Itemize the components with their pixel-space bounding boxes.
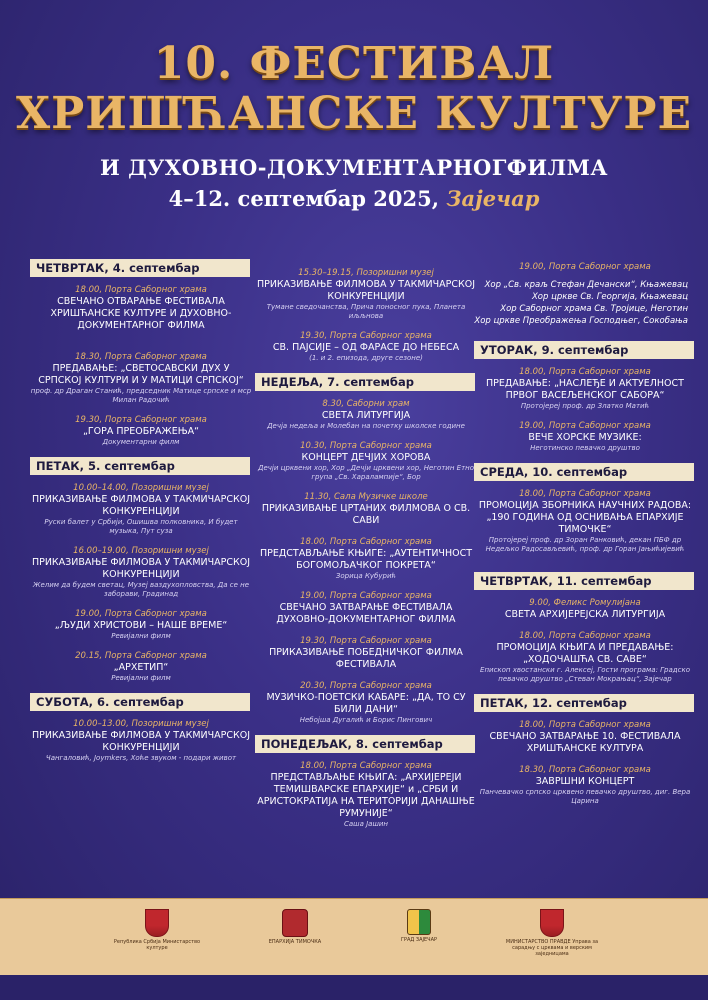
event xyxy=(255,636,477,671)
event-time: 16.00–19.00, Позоришни музеј xyxy=(73,546,209,556)
logo-caption: ГРАД ЗАЈЕЧАР xyxy=(400,937,438,943)
day-header: ПОНЕДЕЉАК, 8. септембар xyxy=(255,735,475,753)
event-title: ПРЕДАВАЊЕ: „СВЕТОСАВСКИ ДУХ У СРПСКОЈ КУЛТУРИ И У МАТИЦИ СРПСКОЈ“ xyxy=(38,363,244,386)
festival-dates xyxy=(0,186,708,211)
event xyxy=(255,268,477,321)
city-name: Зајечар xyxy=(446,186,540,211)
event-note: Чангаловић, Joymkers, Хоће звуком - подари живот xyxy=(45,754,237,762)
event-title: СВЕЧАНО ЗАТВАРАЊЕ 10. ФЕСТИВАЛА ХРИШЋАНСКЕ КУЛТУРА xyxy=(489,731,681,754)
event-title: ПРИКАЗИВАЊЕ ФИЛМОВА У ТАКМИЧАРСКОЈ КОНКУРЕНЦИЈИ xyxy=(31,494,251,517)
event-title: СВ. ПАЈСИЈЕ – ОД ФАРАСЕ ДО НЕБЕСА xyxy=(272,342,460,353)
event-time: 19.30, Порта Саборног храма xyxy=(300,636,432,646)
event-title: СВЕТА ЛИТУРГИЈА xyxy=(321,410,411,421)
event-title: ПРИКАЗИВАЊЕ ПОБЕДНИЧКОГ ФИЛМА ФЕСТИВАЛА xyxy=(269,647,463,670)
event-time: 19.30, Порта Саборног храма xyxy=(300,331,432,341)
event xyxy=(30,483,252,536)
event-title: ПРИКАЗИВАЊЕ ФИЛМОВА У ТАКМИЧАРСКОЈ КОНКУРЕНЦИЈИ xyxy=(256,279,476,302)
event-time: 20.30, Порта Саборног храма xyxy=(300,681,432,691)
event-title: ПРИКАЗИВАЊЕ ФИЛМОВА У ТАКМИЧАРСКОЈ КОНКУРЕНЦИЈИ xyxy=(31,730,251,753)
event-note: Епископ хвостански г. Алексеј, Гости програма: Градско певачко друштво „Стеван Мокрањац“, Зајечар xyxy=(480,666,690,683)
day-header: ПЕТАК, 12. септембар xyxy=(474,694,694,712)
city-coat-of-arms-icon xyxy=(407,909,431,935)
event-time: 10.30, Порта Саборног храма xyxy=(300,441,432,451)
day-header: ПЕТАК, 5. септембар xyxy=(30,457,250,475)
event-note: Ревијални филм xyxy=(111,632,171,640)
choir-item: Хор „Св. краљ Стефан Дечански“, Књажевац xyxy=(484,280,688,290)
event xyxy=(255,537,477,581)
event xyxy=(255,681,477,725)
event xyxy=(474,765,696,806)
logo-caption: Република Србија Министарство културе xyxy=(113,939,201,951)
event-note: Неготинско певачко друштво xyxy=(530,444,640,452)
event-note: Тумане сведочанства, Прича поносног пука, Планета иљљнова xyxy=(266,303,466,320)
logo-city xyxy=(374,909,464,943)
event-title: ПРОМОЦИЈА КЊИГА И ПРЕДАВАЊЕ: „ХОДОЧАШЋА СВ. САВЕ“ xyxy=(496,642,674,665)
event-title: КОНЦЕРТ ДЕЧЈИХ ХОРОВА xyxy=(301,452,431,463)
choir-item: Хор Саборног храма Св. Тројице, Неготин xyxy=(500,304,688,314)
event xyxy=(474,598,696,621)
event-time: 19.00, Порта Саборног храма xyxy=(519,262,651,272)
day-header: УТОРАК, 9. септембар xyxy=(474,341,694,359)
event-title: ЗАВРШНИ КОНЦЕРТ xyxy=(535,776,635,787)
event-note: проф. др Драган Станић, председник Матице српске и мср Милан Радочић xyxy=(30,387,252,404)
event-title: СВЕЧАНО ЗАТВАРАЊЕ ФЕСТИВАЛА ДУХОВНО-ДОКУМЕНТАРНОГ ФИЛМА xyxy=(276,602,456,625)
event-title: „АРХЕТИП“ xyxy=(113,662,169,673)
event xyxy=(474,720,696,755)
event-title: МУЗИЧКО-ПОЕТСКИ КАБАРЕ: „ДА, ТО СУ БИЛИ ДАНИ“ xyxy=(266,692,466,715)
event xyxy=(30,415,252,447)
day-header: СУБОТА, 6. септембар xyxy=(30,693,250,711)
sponsor-footer xyxy=(0,898,708,976)
event xyxy=(255,591,477,626)
event-title: СВЕЧАНО ОТВАРАЊЕ ФЕСТИВАЛА ХРИШЋАНСКЕ КУЛТУРЕ И ДУХОВНО-ДОКУМЕНТАРНОГ ФИЛМА xyxy=(50,296,232,331)
event xyxy=(30,352,252,405)
event-time: 18.00, Порта Саборног храма xyxy=(519,720,651,730)
event-note: (1. и 2. епизода, друге сезоне) xyxy=(309,354,423,362)
logo-caption: МИНИСТАРСТВО ПРАВДЕ Управа за сарадњу с црквама и верским заједницама xyxy=(505,939,599,957)
event-title: ПРЕДСТАВЉАЊЕ КЊИГА: „АРХИЈЕРЕЈИ ТЕМИШВАРСКЕ ЕПАРХИЈЕ“ и „СРБИ И АРИСТОКРАТИЈА НА ТЕРИТОРИЈИ ДАНАШЊЕ РУМУНИЈЕ“ xyxy=(257,772,475,819)
title-line-1: 10. ФЕСТИВАЛ xyxy=(153,38,555,89)
event-note: Протојереј проф. др Златко Матић xyxy=(520,402,650,410)
dates-text: 4–12. септембар 2025, xyxy=(168,186,440,211)
event xyxy=(30,719,252,763)
event-time: 18.00, Порта Саборног храма xyxy=(519,367,651,377)
logo-ministry-justice xyxy=(500,909,604,957)
event xyxy=(255,399,477,431)
program-column-3 xyxy=(474,262,696,816)
event-time: 19.00, Порта Саборног храма xyxy=(519,421,651,431)
event-time: 18.00, Порта Саборног храма xyxy=(300,761,432,771)
event xyxy=(255,441,477,482)
event-note: Саша Јашин xyxy=(344,820,388,828)
event-time: 11.30, Сала Музичке школе xyxy=(304,492,428,502)
program-column-1 xyxy=(30,255,252,773)
event-note: Дечји црквени хор, Хор „Дечји црквени хор, Неготин Етно група „Св. Харалампије“, Бор xyxy=(257,464,475,481)
subtitle: И ДУХОВНО-ДОКУМЕНТАРНОГФИЛМА xyxy=(99,155,609,180)
event xyxy=(255,331,477,363)
event xyxy=(474,631,696,684)
event xyxy=(474,367,696,411)
event-note: Панчевачко српско црквено певачко друштво, диг. Вера Царина xyxy=(479,788,691,805)
title-line-2: ХРИШЋАНСКЕ КУЛТУРЕ xyxy=(16,88,692,139)
bottom-strip xyxy=(0,975,708,1000)
event-title: ПРИКАЗИВАЊЕ ФИЛМОВА У ТАКМИЧАРСКОЈ КОНКУРЕНЦИЈИ xyxy=(31,557,251,580)
event-note: Протојереј проф. др Зоран Ранковић, декан ПБФ др Недељко Радосављевић, проф. др Горан Јањићијевић xyxy=(485,536,685,553)
event-time: 19.00, Порта Саборног храма xyxy=(75,609,207,619)
event-time: 20.15, Порта Саборног храма xyxy=(75,651,207,661)
event xyxy=(474,421,696,453)
serbian-coat-of-arms-icon xyxy=(540,909,564,937)
event-time: 10.00–13.00, Позоришни музеј xyxy=(73,719,209,729)
event-title: „ЉУДИ ХРИСТОВИ – НАШЕ ВРЕМЕ“ xyxy=(54,620,228,631)
day-header: ЧЕТВРТАК, 4. септембар xyxy=(30,259,250,277)
event-time: 18.00, Порта Саборног храма xyxy=(300,537,432,547)
event xyxy=(255,761,477,829)
event xyxy=(30,285,252,332)
event-time: 18.00, Порта Саборног храма xyxy=(75,285,207,295)
choir-item: Хор цркве Преображења Господњег, Сокобања xyxy=(474,316,688,326)
event-time: 9.00, Феликс Ромулијана xyxy=(529,598,641,608)
event xyxy=(30,651,252,683)
day-header: СРЕДА, 10. септембар xyxy=(474,463,694,481)
event-note: Документарни филм xyxy=(102,438,180,446)
event-title: ПРЕДАВАЊЕ: „НАСЛЕЂЕ И АКТУЕЛНОСТ ПРВОГ ВАСЕЉЕНСКОГ САБОРА“ xyxy=(486,378,684,401)
event-title: „ГОРА ПРЕОБРАЖЕЊА“ xyxy=(82,426,200,437)
event-note: Ревијални филм xyxy=(111,674,171,682)
event-time: 18.30, Порта Саборног храма xyxy=(75,352,207,362)
serbian-coat-of-arms-icon xyxy=(145,909,169,937)
event-time: 8.30, Саборни храм xyxy=(322,399,410,409)
event-note: Желим да будем светац, Музеј ваздухопловства, Да се не заборави, Градинад xyxy=(32,581,250,598)
event-time: 18.00, Порта Саборног храма xyxy=(519,631,651,641)
event-time: 15.30–19.15, Позоришни музеј xyxy=(298,268,434,278)
event xyxy=(30,609,252,641)
logo-ministry-culture xyxy=(112,909,202,951)
event-time: 19.30, Порта Саборног храма xyxy=(75,415,207,425)
eparchy-emblem-icon xyxy=(282,909,308,937)
event-time: 10.00–14.00, Позоришни музеј xyxy=(73,483,209,493)
event-note: Небојша Дугалић и Борис Пингович xyxy=(299,716,433,724)
event-title: ПРИКАЗИВАЊЕ ЦРТАНИХ ФИЛМОВА О СВ. САВИ xyxy=(261,503,471,526)
logo-caption: ЕПАРХИЈА ТИМОЧКА xyxy=(268,939,322,945)
event xyxy=(474,262,696,273)
event-time: 19.00, Порта Саборног храма xyxy=(300,591,432,601)
event-title: СВЕТА АРХИЈЕРЕЈСКА ЛИТУРГИЈА xyxy=(504,609,666,620)
event-note: Зорица Кубурић xyxy=(335,572,397,580)
choir-item: Хор цркве Св. Георгија, Књажевац xyxy=(531,292,688,302)
logo-eparchy xyxy=(250,909,340,945)
event-time: 18.30, Порта Саборног храма xyxy=(519,765,651,775)
event-note: Дечја недеља и Молебан на почетку школске године xyxy=(267,422,465,430)
event xyxy=(474,489,696,554)
event-title: ПРЕДСТАВЉАЊЕ КЊИГЕ: „АУТЕНТИЧНОСТ БОГОМОЉАЧКОГ ПОКРЕТА“ xyxy=(259,548,473,571)
program-column-2 xyxy=(255,268,477,839)
day-header: ЧЕТВРТАК, 11. септембар xyxy=(474,572,694,590)
day-header: НЕДЕЉА, 7. септембар xyxy=(255,373,475,391)
event xyxy=(30,546,252,599)
event-time: 18.00, Порта Саборног храма xyxy=(519,489,651,499)
event-title: ПРОМОЦИЈА ЗБОРНИКА НАУЧНИХ РАДОВА: „190 ГОДИНА ОД ОСНИВАЊА ЕПАРХИЈЕ ТИМОЧКЕ“ xyxy=(478,500,692,535)
event-title: ВЕЧЕ ХОРСКЕ МУЗИКЕ: xyxy=(528,432,642,443)
event-note: Руски балет у Србији, Ошишва полковника, И будет музыка, Пут суза xyxy=(44,518,238,535)
event xyxy=(255,492,477,527)
